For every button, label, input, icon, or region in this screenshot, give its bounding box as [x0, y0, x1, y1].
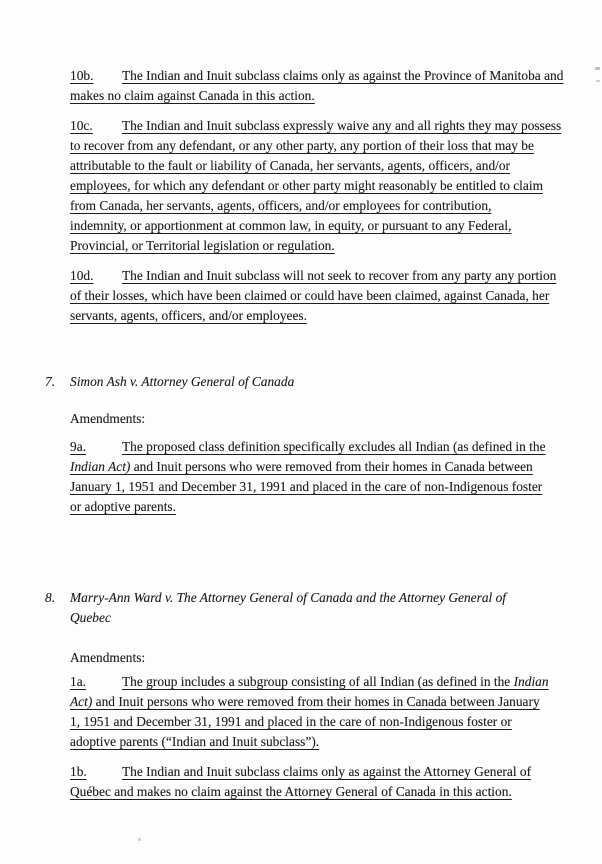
text-run: The group includes a subgroup consisting of all Indian (as defined in the — [122, 674, 514, 689]
text-run: and Inuit persons who were removed from their homes in Canada between — [130, 459, 533, 474]
text-line — [70, 136, 598, 156]
text-line — [70, 156, 598, 176]
text-run: attributable to the fault or liability of Canada, her servants, agents, officers, and/or — [70, 158, 511, 173]
text-run: servants, agents, officers, and/or employees. — [70, 308, 307, 323]
case-number: 8. — [45, 590, 56, 605]
text-run: and Inuit persons who were removed from their homes in Canada between January — [92, 694, 540, 709]
text-run: from Canada, her servants, agents, officers, and/or employees for contribution, — [70, 198, 492, 213]
text-line — [70, 236, 598, 256]
text-line — [70, 266, 598, 286]
text-run: The Indian and Inuit subclass claims only as against the Attorney General of — [122, 764, 532, 779]
para-9a — [70, 437, 598, 517]
text-run: Indian Act) — [70, 459, 131, 474]
text-line — [70, 86, 598, 106]
text-line — [70, 116, 598, 136]
text-run: January 1, 1951 and December 31, 1991 and placed in the care of non-Indigenous foster — [70, 479, 543, 494]
scan-speck-bottom — [138, 838, 141, 841]
paragraph-number — [70, 762, 122, 782]
scan-mark-right-edge-2 — [596, 80, 600, 82]
paragraph-number-text: 1b. — [70, 764, 87, 779]
text-run: The Indian and Inuit subclass will not seek to recover from any party any portion — [122, 268, 557, 283]
case-7 — [45, 372, 598, 392]
text-line — [70, 712, 598, 732]
para-10d — [70, 266, 598, 326]
paragraph-number — [70, 116, 122, 136]
para-1b — [70, 762, 598, 802]
paragraph-number — [70, 266, 122, 286]
case-title-line: Simon Ash v. Attorney General of Canada — [70, 374, 295, 389]
text-run: 1, 1951 and December 31, 1991 and placed in the care of non-Indigenous foster or — [70, 714, 512, 729]
text-line — [70, 196, 598, 216]
paragraph-number — [70, 672, 122, 692]
paragraph-number-text: 1a. — [70, 674, 86, 689]
case-title-line: Marry-Ann Ward v. The Attorney General of Canada and the Attorney General of — [70, 590, 507, 605]
text-line — [70, 286, 598, 306]
paragraph-number-text: 10b. — [70, 68, 94, 83]
text-run: makes no claim against Canada in this action. — [70, 88, 315, 103]
text-run: The Indian and Inuit subclass claims only as against the Province of Manitoba and — [122, 68, 564, 83]
text-line — [70, 782, 598, 802]
case-title-line: Quebec — [70, 610, 111, 625]
text-run: or adoptive parents. — [70, 499, 176, 514]
text-run: indemnity, or apportionment at common law, in equity, or pursuant to any Federal, — [70, 218, 512, 233]
text-line — [70, 66, 598, 86]
text-run: of their losses, which have been claimed or could have been claimed, against Canada, her — [70, 288, 550, 303]
text-line — [70, 732, 598, 752]
case-title — [70, 372, 294, 392]
text-line — [70, 672, 598, 692]
case-title — [70, 588, 506, 628]
text-run: to recover from any defendant, or any other party, any portion of their loss that may be — [70, 138, 534, 153]
para-1a — [70, 672, 598, 752]
text-line — [70, 457, 598, 477]
text-line — [70, 762, 598, 782]
text-run: Act) — [70, 694, 93, 709]
case-8 — [45, 588, 598, 628]
text-line — [70, 216, 598, 236]
text-run: employees, for which any defendant or other party might reasonably be entitled to claim — [70, 178, 543, 193]
text-line — [70, 176, 598, 196]
para-10c — [70, 116, 598, 256]
text-line — [70, 437, 598, 457]
amendments-label-1: Amendments: — [70, 411, 146, 426]
paragraph-number-text: 10c. — [70, 118, 93, 133]
text-run: The proposed class definition specifically excludes all Indian (as defined in the — [122, 439, 546, 454]
paragraph-number-text: 9a. — [70, 439, 86, 454]
document-content — [45, 66, 598, 802]
paragraph-number — [70, 66, 122, 86]
text-line — [70, 692, 598, 712]
text-run: Québec and makes no claim against the Attorney General of Canada in this action. — [70, 784, 512, 799]
case-number: 7. — [45, 374, 56, 389]
amendments-label-2: Amendments: — [70, 650, 146, 665]
text-run: adoptive parents (“Indian and Inuit subclass”). — [70, 734, 320, 749]
para-10b — [70, 66, 598, 106]
text-line — [70, 477, 598, 497]
text-line — [70, 306, 598, 326]
text-line — [70, 497, 598, 517]
paragraph-number — [70, 437, 122, 457]
text-run: The Indian and Inuit subclass expressly waive any and all rights they may possess — [122, 118, 562, 133]
paragraph-number-text: 10d. — [70, 268, 94, 283]
text-run: Indian — [513, 674, 549, 689]
scan-mark-right-edge-1 — [595, 67, 600, 70]
text-run: Provincial, or Territorial legislation or regulation. — [70, 238, 335, 253]
